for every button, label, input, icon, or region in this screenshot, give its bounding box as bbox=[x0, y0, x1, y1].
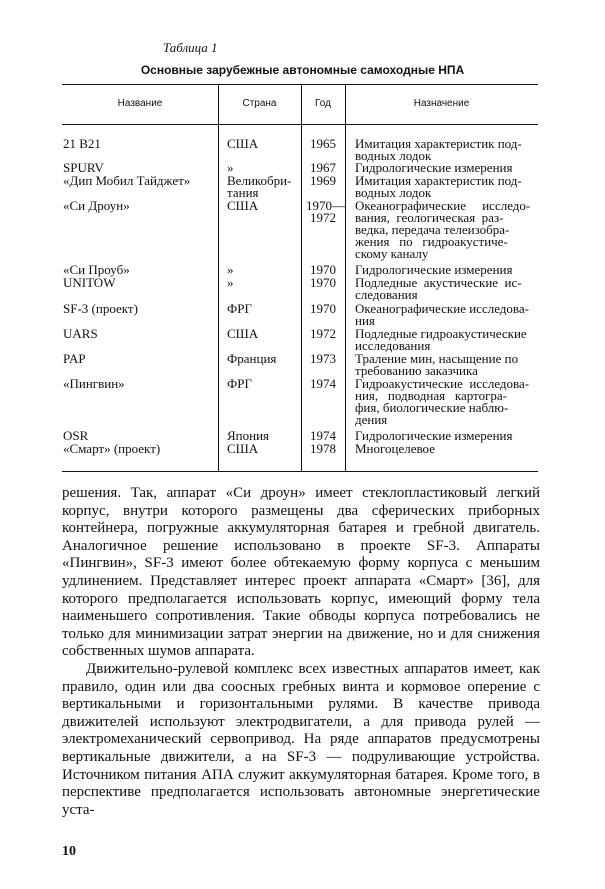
table-bottom-rule bbox=[62, 471, 538, 472]
table-cell-year: 1970 bbox=[310, 301, 336, 316]
body-text bbox=[62, 485, 540, 819]
table-cell-year: 1970 bbox=[310, 262, 336, 277]
table-cell-year: 1970 bbox=[310, 275, 336, 290]
table-cell-purpose: Гидрологические измерения bbox=[355, 160, 513, 175]
table-cell-name: «Смарт» (проект) bbox=[63, 441, 161, 456]
header-purpose: Назначение bbox=[413, 98, 470, 109]
paragraph: Движительно-рулевой комплекс всех известных аппаратов имеет, как правило, один или два соосных гребных винта и кормовое оперение с вертикальными и горизонтальными рулями. В качестве привода движителей используют электродвигатели, а для привода рулей — электромеханический сервопривод. На ряде аппаратов предусмотрены вертикальные движители, а на SF-3 — подруливающие устройства. Источником питания АПА служит аккумуляторная батарея. Кроме того, в перспективе предполагается использовать автономные энергетические уста- bbox=[62, 660, 540, 818]
header-country: Страна bbox=[242, 98, 277, 109]
table-cell-name: PAP bbox=[63, 351, 86, 366]
table-cell-year: 1972 bbox=[310, 326, 336, 341]
table-cell-purpose: Гидроакустические исследова- ния, подводная картогра- фия, биологические наблю- дения bbox=[355, 376, 530, 427]
table-cell-name: UNITOW bbox=[63, 275, 116, 290]
table-cell-year: 1973 bbox=[310, 351, 336, 366]
table-cell-name: 21 В21 bbox=[63, 136, 101, 151]
header-year: Год bbox=[315, 98, 331, 109]
table-cell-country: США bbox=[227, 326, 259, 341]
table-cell-name: UARS bbox=[63, 326, 98, 341]
table-cell-name: «Пингвин» bbox=[63, 376, 125, 391]
table-cell-purpose: Океанографические исследова- ния bbox=[355, 301, 529, 328]
column-divider bbox=[301, 84, 302, 472]
table-cell-year: 1967 bbox=[310, 160, 336, 175]
table-cell-purpose: Имитация характеристик под- водных лодок bbox=[355, 136, 522, 163]
table-cell-name: OSR bbox=[63, 428, 89, 443]
table-top-rule bbox=[62, 84, 538, 85]
table-cell-country: » bbox=[227, 262, 234, 277]
table-cell-purpose: Гидрологические измерения bbox=[355, 262, 513, 277]
table-cell-name: «Си Проуб» bbox=[63, 262, 130, 277]
table-cell-purpose: Траление мин, насыщение по требованию заказчика bbox=[355, 351, 519, 378]
table-cell-country: США bbox=[227, 136, 259, 151]
table-cell-year: 1965 bbox=[310, 136, 336, 151]
table-cell-purpose: Многоцелевое bbox=[355, 441, 435, 456]
header-name: Название bbox=[117, 98, 163, 109]
table-cell-purpose: Океанографические исследо- вания, геологическая раз- ведка, передача телеизобра- жения по гидроакустиче- скому каналу bbox=[355, 198, 531, 261]
table-cell-purpose: Подледные акустические ис- следования bbox=[355, 275, 522, 302]
table-cell-name: «Си Дроун» bbox=[63, 198, 130, 213]
table-cell-country: » bbox=[227, 160, 234, 175]
table-cell-country: США bbox=[227, 441, 259, 456]
table-cell-country: ФРГ bbox=[227, 376, 253, 391]
table-header-rule bbox=[62, 124, 538, 125]
paragraph: решения. Так, аппарат «Си дроун» имеет стеклопластиковый легкий корпус, внутри которого размещены два сферических приборных контейнера, погружные аккумуляторная батарея и гребной двигатель. Аналогичное решение использовано в проекте SF-3. Аппараты «Пингвин», SF-3 имеют более обтекаемую форму корпуса с меньшим удлинением. Представляет интерес проект аппарата «Смарт» [36], для которого предполагается использовать корпус, имеющий форму тела наименьшего сопротивления. Такие обводы корпуса потребовались не только для минимизации затрат энергии на движение, но и для снижения собственных шумов аппарата. bbox=[62, 485, 540, 660]
table-title: Основные зарубежные автономные самоходные НПА bbox=[140, 63, 465, 77]
table-cell-purpose: Гидрологические измерения bbox=[355, 428, 513, 443]
table-cell-country: Япония bbox=[227, 428, 270, 443]
table-cell-purpose: Подледные гидроакустические исследования bbox=[355, 326, 527, 353]
table-cell-purpose: Имитация характеристик под- водных лодок bbox=[355, 173, 522, 200]
column-divider bbox=[345, 84, 346, 472]
page-number: 10 bbox=[62, 844, 76, 859]
table-cell-year: 1970— 1972 bbox=[306, 198, 345, 225]
table-cell-country: » bbox=[227, 275, 234, 290]
table-cell-country: Великобри- тания bbox=[227, 173, 292, 200]
table-cell-year: 1974 bbox=[310, 428, 336, 443]
table-cell-year: 1969 bbox=[310, 173, 336, 188]
table-cell-name: SF-3 (проект) bbox=[63, 301, 138, 316]
table-cell-year: 1978 bbox=[310, 441, 336, 456]
table-cell-year: 1974 bbox=[310, 376, 336, 391]
column-divider bbox=[218, 84, 219, 472]
table-cell-country: ФРГ bbox=[227, 301, 253, 316]
table-cell-country: США bbox=[227, 198, 259, 213]
table-cell-country: Франция bbox=[227, 351, 277, 366]
table-caption: Таблица 1 bbox=[163, 40, 218, 55]
table-cell-name: SPURV bbox=[63, 160, 104, 175]
table-cell-name: «Дип Мобил Тайджет» bbox=[63, 173, 191, 188]
